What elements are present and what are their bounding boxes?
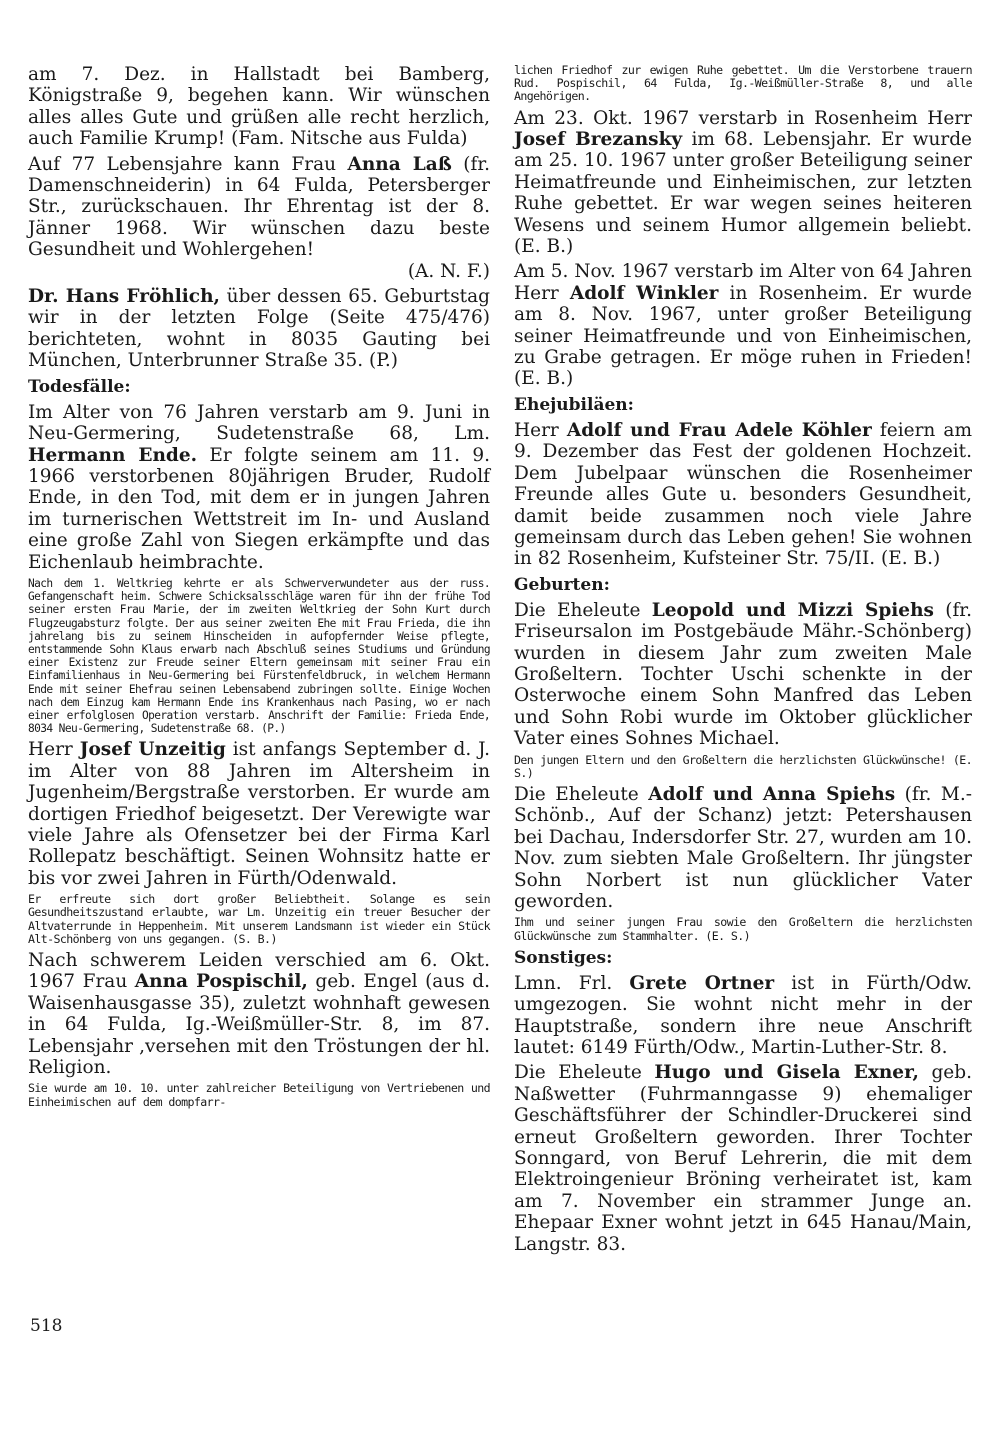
heading-sonstiges: Sonstiges: bbox=[514, 947, 613, 968]
paragraph-hermann-ende: Im Alter von 76 Jahren verstarb am 9. Juni in Neu-Germering, Sudetenstraße 68, Lm. Hermann Ende. Er folgte seinem am 11. 9. 1966 verstorbenen 80jährigen Bruder, Rudolf Ende, in den Tod, mit dem er in jungen Jahren im turnerischen Wettstreit im In- und Ausland eine große Zahl von Siegen erkämpfte und das Eichenlaub heimbrachte. bbox=[28, 401, 490, 573]
page-number: 518 bbox=[30, 1316, 63, 1336]
paragraph-hugo-exner: Die Eheleute Hugo und Gisela Exner, geb. Naßwetter (Fuhrmanngasse 9) ehemaliger Geschäftsführer der Schindler-Druckerei sind erneut Großeltern geworden. Ihrer Tochter Sonngard, von Beruf Lehrerin, die mit dem Elektroingenieur Bröning verheiratet ist, kam am 7. November ein strammer Junge an. Ehepaar Exner wohnt jetzt in 645 Hanau/Main, Langstr. 83. bbox=[514, 1062, 972, 1255]
left-column bbox=[28, 64, 490, 1113]
person-name: Dr. Hans Fröhlich, bbox=[28, 286, 220, 308]
person-name: Anna Pospischil, bbox=[134, 971, 308, 993]
heading-todesfaelle: Todesfälle: bbox=[28, 376, 131, 397]
small-text-josef-unzeitig: Er erfreute sich dort großer Beliebtheit. Solange es sein Gesundheitszustand erlaubte, war Lm. Unzeitig ein treuer Besucher der Altvaterrunde in Heppenheim. Mit unserem Landsmann ist wieder ein Stück Alt-Schönberg von uns gegangen. (S. B.) bbox=[28, 892, 490, 946]
heading-ehejubilaeen: Ehejubiläen: bbox=[514, 394, 634, 415]
person-name: Adolf und Frau Adele Köhler bbox=[566, 419, 872, 441]
paragraph-anna-pospischil: Nach schwerem Leiden verschied am 6. Okt. 1967 Frau Anna Pospischil, geb. Engel (aus d. Waisenhausgasse 35), zuletzt wohnhaft gewesen in 64 Fulda, Ig.-Weißmüller-Str. 8, im 87. Lebensjahr ,versehen mit den Tröstungen der hl. Religion. bbox=[28, 950, 490, 1079]
person-name: Hugo und Gisela Exner, bbox=[654, 1062, 919, 1084]
paragraph-hans-froehlich: Dr. Hans Fröhlich, über dessen 65. Geburtstag wir in der letzten Folge (Seite 475/476) berichteten, wohnt in 8035 Gauting bei München, Unterbrunner Straße 35. (P.) bbox=[28, 286, 490, 372]
small-text-pospischil-continued: lichen Friedhof zur ewigen Ruhe gebettet. Um die Verstorbene trauern Rud. Pospischil, 64 Fulda, Ig.-Weißmüller-Straße 8, und alle Angehörigen. bbox=[514, 63, 972, 104]
small-text-hermann-ende: Nach dem 1. Weltkrieg kehrte er als Schwerverwundeter aus der russ. Gefangenschaft heim. Schwere Schicksalsschläge waren für ihn der frühe Tod seiner ersten Frau Marie, der im zweiten Weltkrieg der Sohn Kurt durch Flugzeugabsturz folgte. Der aus seiner zweiten Ehe mit Frau Frieda, die ihn jahrelang bis zu seinem Hinscheiden in aufopfernder Weise pflegte, entstammende Sohn Klaus erwarb nach Abschluß seines Studiums und Gründung einer Existenz zur Freude seiner Eltern gemeinsam mit seiner Frau ein Einfamilienhaus in Neu-Germering bei Fürstenfeldbruck, in welchem Hermann Ende mit seiner Ehefrau seinen Lebensabend zubringen sollte. Einige Wochen nach dem Einzug kam Hermann Ende ins Krankenhaus nach Pasing, wo er nach einer erfolglosen Operation verstarb. Anschrift der Familie: Frieda Ende, 8034 Neu-Germering, Sudetenstraße 68. (P.) bbox=[28, 576, 490, 736]
paragraph-adolf-spiehs: Die Eheleute Adolf und Anna Spiehs (fr. M.-Schönb., Auf der Schanz) jetzt: Petershausen bei Dachau, Indersdorfer Str. 27, wurden am 10. Nov. zum siebten Male Großeltern. Ihr jüngster Sohn Norbert ist nun glücklicher Vater geworden. bbox=[514, 783, 972, 913]
paragraph-adolf-winkler: Am 5. Nov. 1967 verstarb im Alter von 64 Jahren Herr Adolf Winkler in Rosenheim. Er wurde am 8. Nov. 1967, unter großer Beteiligung seiner Heimatfreunde und von Einheimischen, zu Grabe getragen. Er möge ruhen in Frieden! (E. B.) bbox=[514, 261, 972, 390]
person-name: Josef Brezansky bbox=[514, 129, 683, 151]
person-name: Grete Ortner bbox=[629, 972, 775, 994]
paragraph-josef-brezansky: Am 23. Okt. 1967 verstarb in Rosenheim Herr Josef Brezansky im 68. Lebensjahr. Er wurde am 25. 10. 1967 unter großer Beteiligung seiner Heimatfreunde und Einheimischen, zur letzten Ruhe gebettet. Er war wegen seines heiteren Wesens und seinem Humor allgemein beliebt. (E. B.) bbox=[514, 107, 972, 258]
paragraph-anna-lass: Auf 77 Lebensjahre kann Frau Anna Laß (fr. Damenschneiderin) in 64 Fulda, Petersberger Str., zurückschauen. Ihr Ehrentag ist der 8. Jänner 1968. Wir wünschen dazu beste Gesundheit und Wohlergehen! (A. N. F.) bbox=[28, 153, 491, 282]
heading-geburten: Geburten: bbox=[514, 574, 610, 595]
small-text-adolf-spiehs: Ihm und seiner jungen Frau sowie den Großeltern die herzlichsten Glückwünsche zum Stammhalter. (E. S.) bbox=[514, 915, 972, 943]
person-name: Anna Laß bbox=[347, 153, 452, 175]
small-text-leopold-spiehs: Den jungen Eltern und den Großeltern die herzlichsten Glückwünsche! (E. S.) bbox=[514, 752, 972, 780]
small-text-anna-pospischil: Sie wurde am 10. 10. unter zahlreicher Beteiligung von Vertriebenen und Einheimischen auf dem dompfarr- bbox=[28, 1081, 490, 1109]
right-column bbox=[514, 64, 972, 1259]
signature: (A. N. F.) bbox=[407, 260, 490, 282]
person-name: Hermann Ende. bbox=[28, 444, 198, 466]
person-name: Leopold und Mizzi Spiehs bbox=[651, 599, 934, 621]
person-name: Josef Unzeitig bbox=[79, 739, 226, 761]
paragraph-leopold-spiehs: Die Eheleute Leopold und Mizzi Spiehs (fr. Friseursalon im Postgebäude Mähr.-Schönberg) wurden in diesem Jahr zum zweiten Male Großeltern. Tochter Uschi schenkte in der Osterwoche einem Sohn Manfred das Leben und Sohn Robi wurde im Oktober glücklicher Vater eines Sohnes Michael. bbox=[514, 599, 972, 750]
person-name: Adolf und Anna Spiehs bbox=[648, 783, 896, 805]
paragraph-koehler: Herr Adolf und Frau Adele Köhler feiern am 9. Dezember das Fest der goldenen Hochzeit. Dem Jubelpaar wünschen die Rosenheimer Freunde alles Gute u. besonders Gesundheit, damit beide zusammen noch viele Jahre gemeinsam durch das Leben gehen! Sie wohnen in 82 Rosenheim, Kufsteiner Str. 75/II. (E. B.) bbox=[514, 419, 972, 570]
paragraph-grete-ortner: Lmn. Frl. Grete Ortner ist in Fürth/Odw. umgezogen. Sie wohnt nicht mehr in der Hauptstraße, sondern ihre neue Anschrift lautet: 6149 Fürth/Odw., Martin-Luther-Str. 8. bbox=[514, 972, 973, 1059]
paragraph-nitsche-greeting: am 7. Dez. in Hallstadt bei Bamberg, Königstraße 9, begehen kann. Wir wünschen alles alles Gute und grüßen alle recht herzlich, auch Familie Krump! (Fam. Nitsche aus Fulda) bbox=[28, 64, 490, 150]
paragraph-josef-unzeitig: Herr Josef Unzeitig ist anfangs September d. J. im Alter von 88 Jahren im Altersheim in Jugenheim/Bergstraße verstorben. Er wurde am dortigen Friedhof beigesetzt. Der Verewigte war viele Jahre als Ofensetzer bei der Firma Karl Rollepatz beschäftigt. Seinen Wohnsitz hatte er bis vor zwei Jahren in Fürth/Odenwald. bbox=[28, 739, 490, 889]
person-name: Adolf Winkler bbox=[569, 282, 719, 304]
